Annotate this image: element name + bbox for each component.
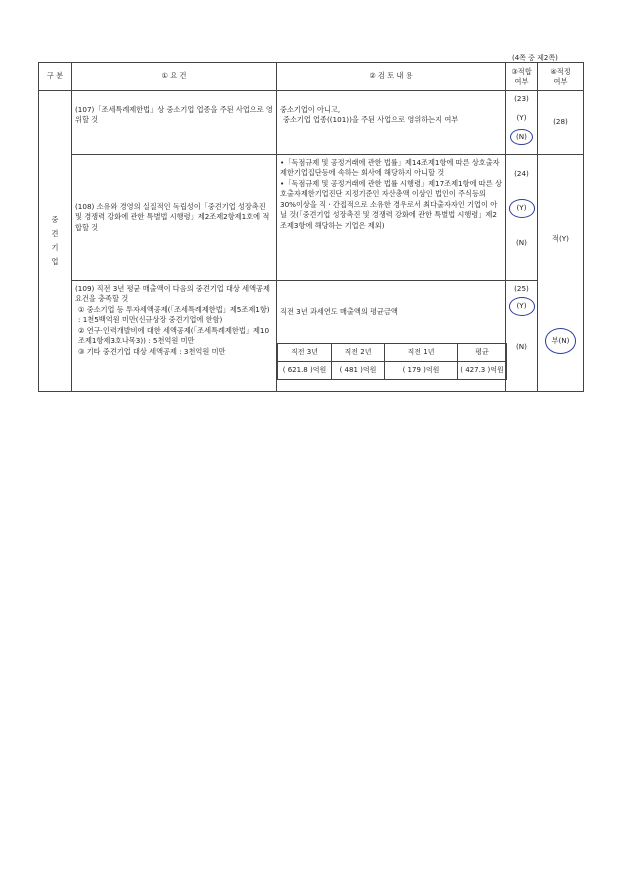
table-row <box>39 281 584 392</box>
review-107-line1: 중소기업이 아니고, <box>280 105 341 114</box>
sales-value-row <box>278 362 507 380</box>
requirement-108: (108) 소유와 경영의 실질적인 독립성이「중견기업 성장촉진 및 경쟁력 강화에 관한 특별법 시행령」제2조제2항제1호에 적합할 것 <box>72 155 277 281</box>
sales-header: 직전 1년 <box>385 344 458 362</box>
category-vertical-text <box>42 213 68 269</box>
category-char: 견 <box>51 229 59 238</box>
requirement-109 <box>72 281 277 392</box>
fit-109-number: (25) <box>514 284 529 293</box>
final-108-value: 적(Y) <box>552 234 569 243</box>
category-char: 업 <box>51 257 59 266</box>
header-final-line1: ④적정 <box>550 67 571 77</box>
sales-value: ( 427.3 )억원 <box>458 362 507 380</box>
header-row <box>39 63 584 91</box>
requirement-109-item3: ③ 기타 중견기업 대상 세액공제 : 3천억원 미만 <box>78 346 226 356</box>
category-char: 기 <box>51 243 59 252</box>
requirement-109-item2: ② 연구·인력개발비에 대한 세액공제(「조세특례제한법」제10조제1항제3호나목3)) : 5천억원 미만 <box>78 325 270 346</box>
header-requirements: ① 요 건 <box>72 63 277 91</box>
sales-header: 직전 3년 <box>278 344 332 362</box>
review-108-item2: •「독점규제 및 공정거래에 관한 법률 시행령」제17조제1항에 따른 상호출자제한기업진단 지정기준인 자산총액 이상인 법인이 주식등의 30%이상을 직ㆍ간접적으로 소유한 경우로서 최다출자자인 기업이 아닐 것(「중견기업 성장촉진 및 경쟁력 강화에 관한 특별법 시행령」제2조제3항에 해당하는 기업은 제외) <box>280 178 502 230</box>
page-number: (4쪽 중 제2쪽) <box>512 54 558 62</box>
sales-value: ( 481 )억원 <box>332 362 385 380</box>
table-row <box>39 155 584 281</box>
sales-table <box>277 343 507 380</box>
fit-107-yes: (Y) <box>516 113 527 123</box>
header-fit-line1: ③적합 <box>511 67 532 77</box>
sales-value: ( 621.8 )억원 <box>278 362 332 380</box>
header-review: ② 검 토 내 용 <box>277 63 506 91</box>
fit-108-number: (24) <box>514 169 529 178</box>
fit-109-no: (N) <box>516 341 527 351</box>
sales-value: ( 179 )억원 <box>385 362 458 380</box>
header-fit <box>506 63 538 91</box>
fit-108-yes-circled: (Y) <box>509 199 535 217</box>
requirement-107: (107)「조세특례제한법」상 중소기업 업종을 주된 사업으로 영위할 것 <box>72 91 277 155</box>
review-109 <box>277 281 506 392</box>
eligibility-table <box>38 62 584 392</box>
review-108 <box>277 155 506 281</box>
fit-107-number: (23) <box>514 94 529 103</box>
fit-109-yes-circled: (Y) <box>509 297 535 315</box>
review-109-title: 직전 3년 과세연도 매출액의 평균금액 <box>280 306 398 316</box>
header-final-line2: 여부 <box>553 76 568 86</box>
fit-108 <box>506 155 538 281</box>
sales-header: 직전 2년 <box>332 344 385 362</box>
requirement-109-item1: ① 중소기업 등 투자세액공제(「조세특례제한법」제5조제1항) : 1천5백억원 미만(신규상장 중견기업에 한함) <box>78 304 270 325</box>
header-final <box>538 63 584 91</box>
final-108-109 <box>538 155 584 392</box>
requirement-109-intro: (109) 직전 3년 평균 매출액이 다음의 중견기업 대상 세액공제 요건을 충족할 것 <box>75 284 270 304</box>
header-category: 구 분 <box>39 63 72 91</box>
fit-108-no: (N) <box>516 237 527 247</box>
review-108-item1: •「독점규제 및 공정거래에 관한 법률」제14조제1항에 따른 상호출자제한기업집단등에 속하는 회사에 해당하지 아니할 것 <box>280 158 500 178</box>
final-109-value-circled: 부(N) <box>545 328 577 354</box>
final-107: (28) <box>538 91 584 155</box>
sales-header-row <box>278 344 507 362</box>
review-107-line2: 중소기업 업종((101))을 주된 사업으로 영위하는지 여부 <box>283 115 459 125</box>
fit-109 <box>506 281 538 392</box>
header-fit-line2: 여부 <box>514 76 529 86</box>
category-char: 중 <box>51 215 59 224</box>
category-cell <box>39 91 72 392</box>
sales-header: 평균 <box>458 344 507 362</box>
fit-107-no-circled: (N) <box>510 129 533 145</box>
review-107 <box>277 91 506 155</box>
fit-107 <box>506 91 538 155</box>
table-row <box>39 91 584 155</box>
